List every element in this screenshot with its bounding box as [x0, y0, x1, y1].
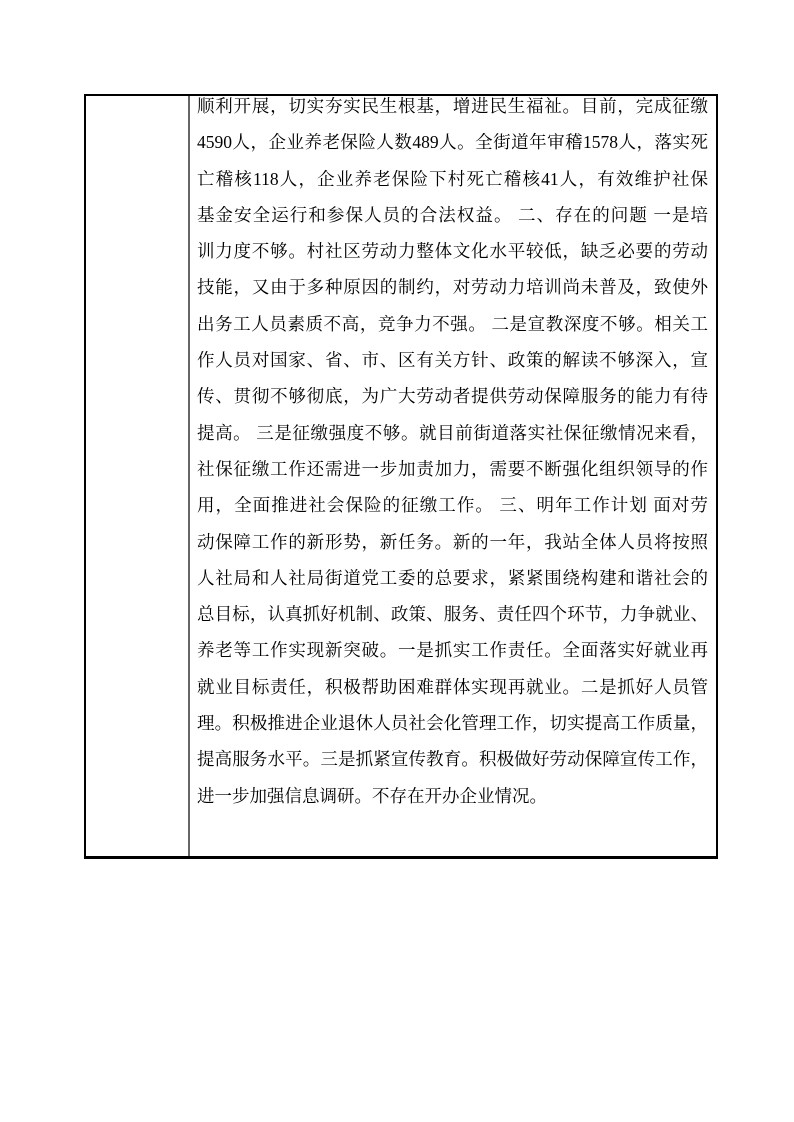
table-content-cell: [190, 96, 716, 856]
report-text-line: 提高服务水平。三是抓紧宣传教育。积极做好劳动保障宣传工作，: [197, 749, 708, 770]
report-text-line: 进一步加强信息调研。不存在开办企业情况。: [197, 785, 547, 806]
report-text-line: 亡稽核118人，企业养老保险下村死亡稽核41人，有效维护社保: [197, 168, 708, 189]
report-text-line: 就业目标责任，积极帮助困难群体实现再就业。二是抓好人员管: [197, 676, 708, 697]
report-text-line: 顺利开展，切实夯实民生根基，增进民生福祉。目前，完成征缴: [197, 96, 708, 116]
report-text-line: 用，全面推进社会保险的征缴工作。 三、明年工作计划 面对劳: [197, 495, 708, 516]
report-text-line: 技能，又由于多种原因的制约，对劳动力培训尚未普及，致使外: [197, 277, 708, 298]
report-text-line: 基金安全运行和参保人员的合法权益。 二、存在的问题 一是培: [197, 204, 708, 225]
report-text-line: 理。积极推进企业退休人员社会化管理工作，切实提高工作质量，: [197, 713, 708, 734]
report-text-line: 传、贯彻不够彻底，为广大劳动者提供劳动保障服务的能力有待: [197, 386, 708, 407]
table-label-cell: [86, 96, 190, 856]
report-text-line: 出务工人员素质不高，竞争力不强。 二是宣教深度不够。相关工: [197, 313, 708, 334]
report-text-line: 提高。 三是征缴强度不够。就目前街道落实社保征缴情况来看，: [197, 422, 708, 443]
report-text-line: 作人员对国家、省、市、区有关方针、政策的解读不够深入，宣: [197, 350, 708, 371]
report-table: [84, 94, 718, 859]
report-text-line: 4590人，企业养老保险人数489人。全街道年审稽1578人，落实死: [197, 132, 708, 153]
report-text: [197, 96, 708, 814]
report-text-line: 人社局和人社局街道党工委的总要求，紧紧围绕构建和谐社会的: [197, 567, 708, 588]
report-text-line: 总目标，认真抓好机制、政策、服务、责任四个环节，力争就业、: [197, 604, 708, 625]
report-text-line: 社保征缴工作还需进一步加责加力，需要不断强化组织领导的作: [197, 458, 708, 479]
report-text-line: 训力度不够。村社区劳动力整体文化水平较低，缺乏必要的劳动: [197, 241, 708, 262]
report-text-line: 动保障工作的新形势，新任务。新的一年，我站全体人员将按照: [197, 531, 708, 552]
report-text-line: 养老等工作实现新突破。一是抓实工作责任。全面落实好就业再: [197, 640, 708, 661]
